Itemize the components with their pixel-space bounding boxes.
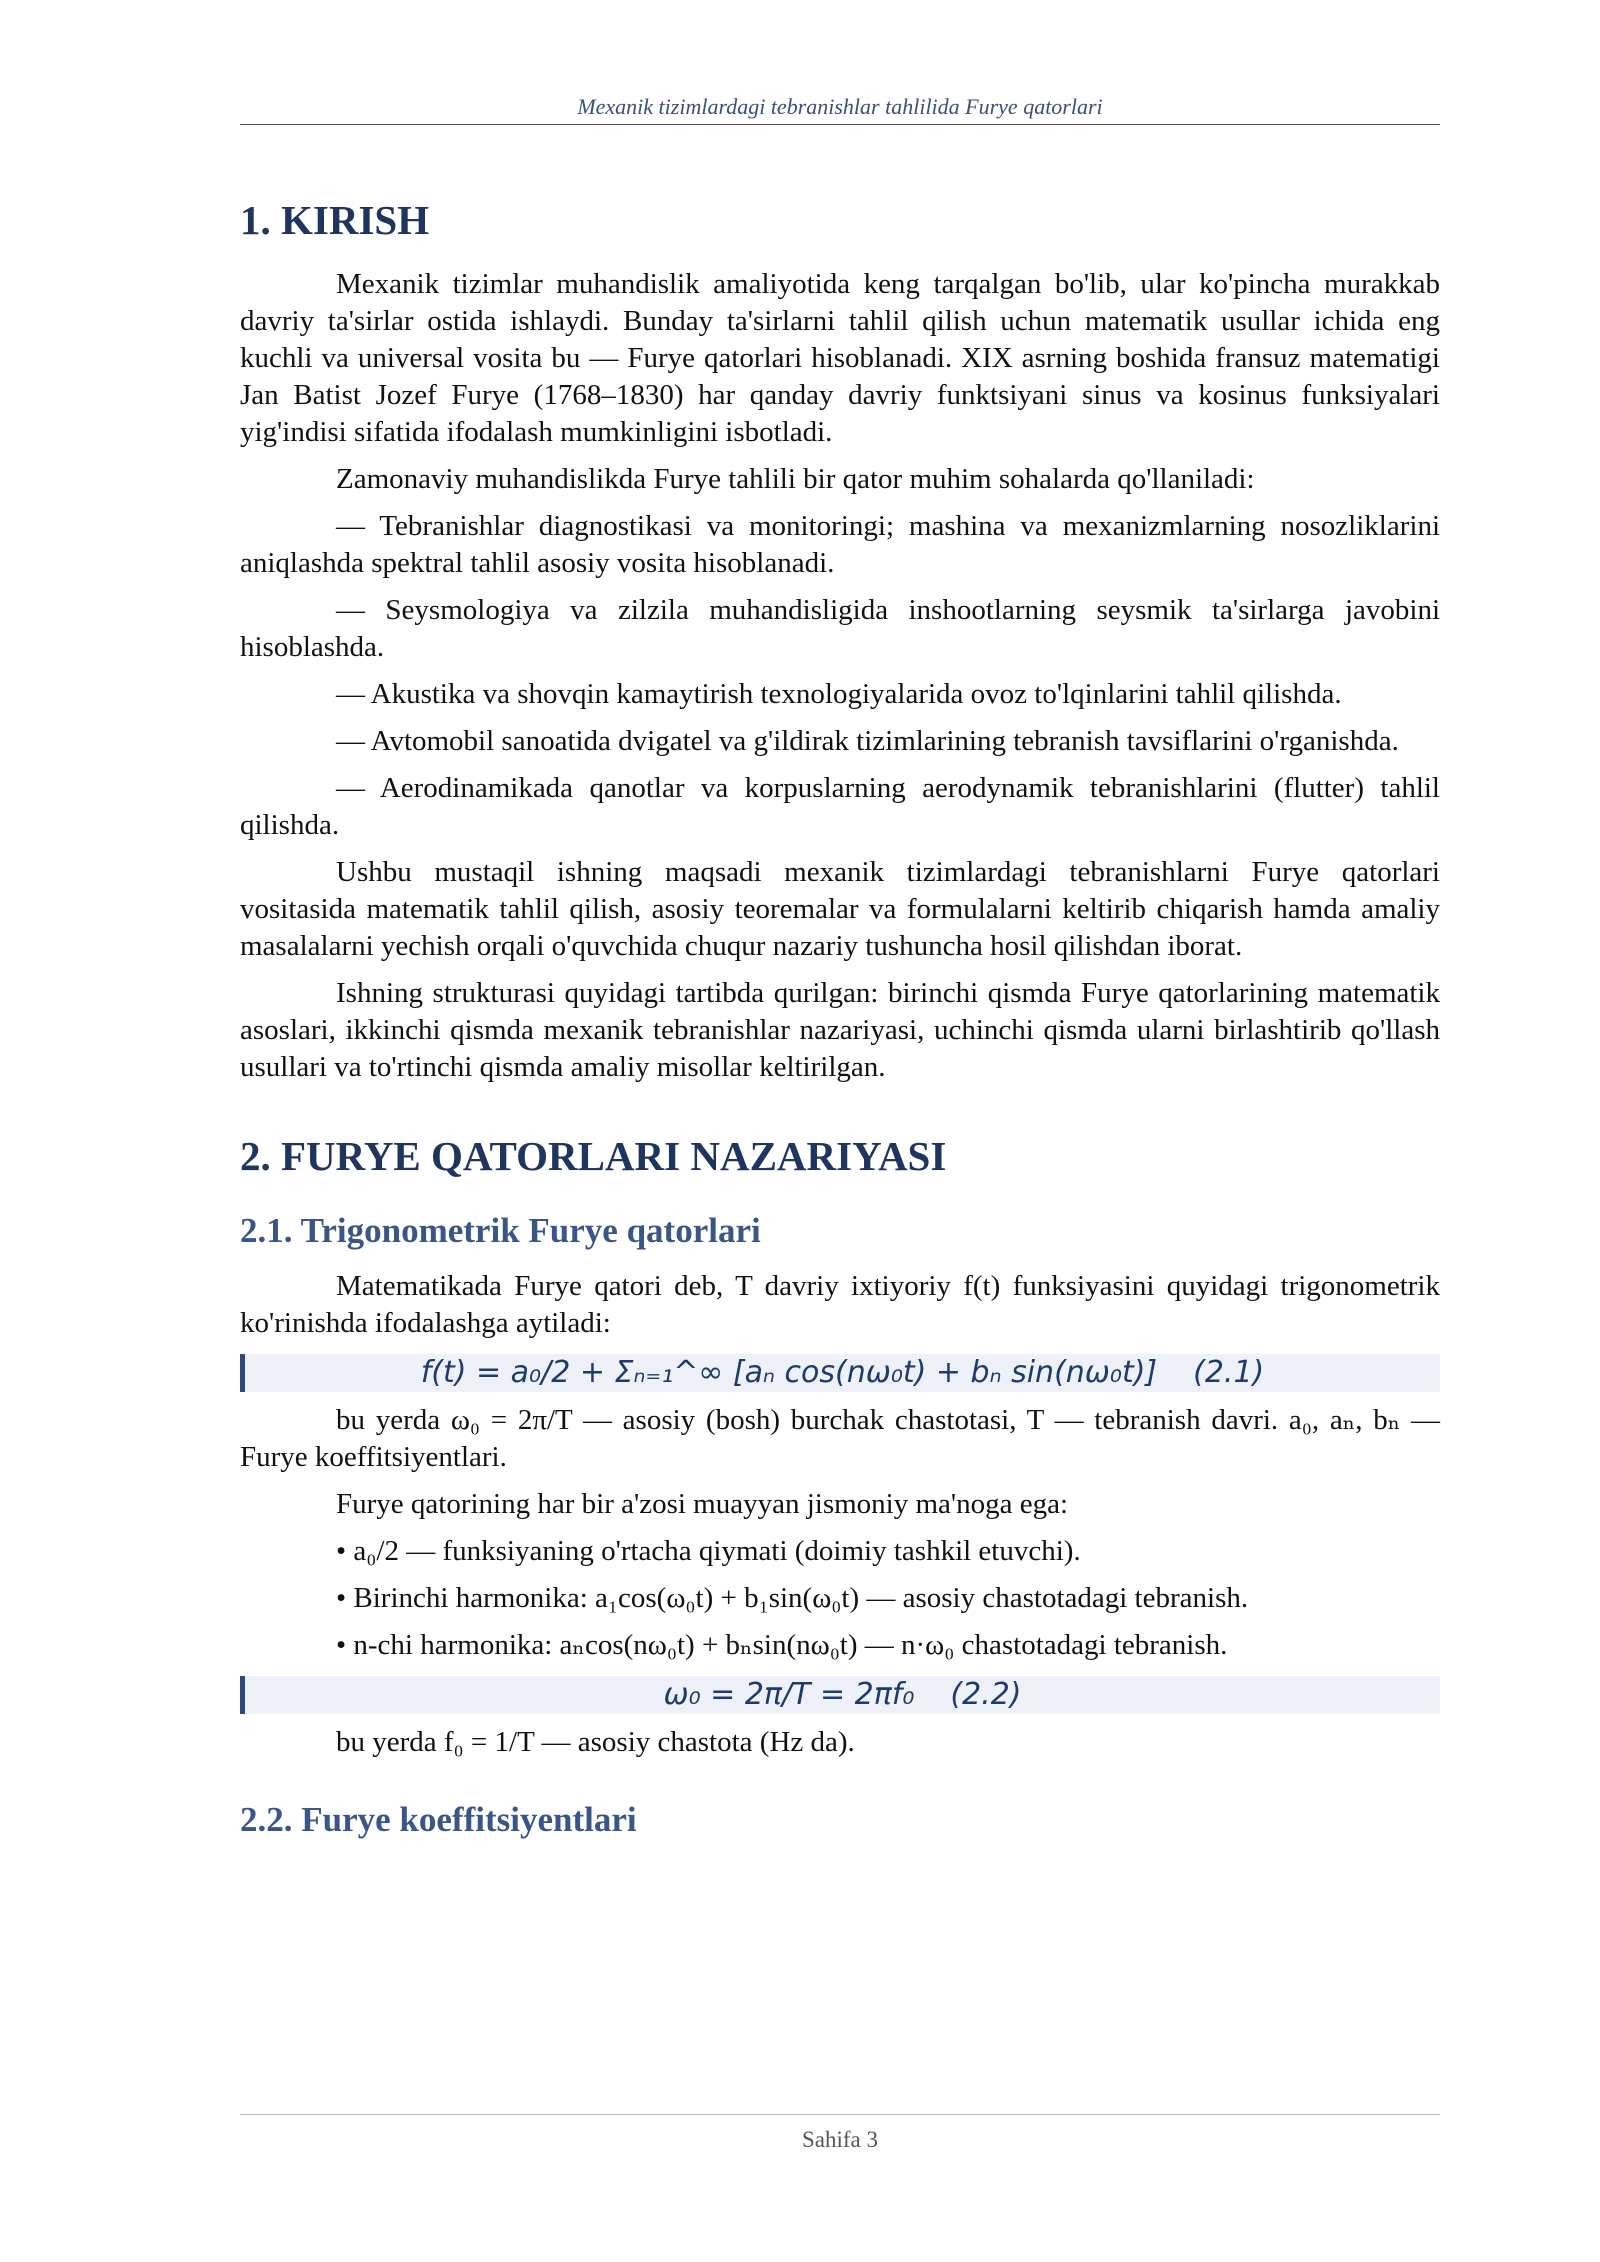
fourier-definition-paragraph: Matematikada Furye qatori deb, T davriy ixtiyoriy f(t) funksiyasini quyidagi trigonometrik ko'rinishda ifodalashga aytiladi:	[240, 1270, 1440, 1339]
page-footer	[240, 2114, 1440, 2153]
bullet-item: • Birinchi harmonika: a₁cos(ω₀t) + b₁sin(ω₀t) — asosiy chastotadagi tebranish.	[336, 1582, 1249, 1614]
page-content	[240, 190, 1440, 1845]
frequency-note-paragraph: bu yerda f₀ = 1/T — asosiy chastota (Hz da).	[336, 1726, 855, 1758]
list-item: — Seysmologiya va zilzila muhandisligida inshootlarning seysmik ta'sirlarga javobini hisoblashda.	[240, 594, 1440, 663]
list-item: — Aerodinamikada qanotlar va korpuslarning aerodynamik tebranishlarini (flutter) tahlil qilishda.	[240, 772, 1440, 841]
section-2-heading: 2. FURYE QATORLARI NAZARIYASI	[240, 1133, 947, 1179]
formula-2-2-expression: ω₀ = 2π/T = 2πf₀	[663, 1677, 915, 1712]
intro-paragraph-1: Mexanik tizimlar muhandislik amaliyotida keng tarqalgan bo'lib, ular ko'pincha murakkab davriy ta'sirlar ostida ishlaydi. Bunday ta'sirlarni tahlil qilish uchun matematik usullar ichida eng kuchli va universal vosita bu — Furye qatorlari hisoblanadi. XIX asrning boshida fransuz matematigi Jan Batist Jozef Furye (1768–1830) har qanday davriy funktsiyani sinus va kosinus funksiyalari yig'indisi sifatida ifodalash mumkinligini isbotladi.	[240, 268, 1440, 448]
intro-paragraph-3: Ushbu mustaqil ishning maqsadi mexanik tizimlardagi tebranishlarni Furye qatorlari vositasida matematik tahlil qilish, asosiy teoremalar va formulalarni keltirib chiqarish hamda amaliy masalalarni yechish orqali o'quvchida chuqur nazariy tushuncha hosil qilishdan iborat.	[240, 856, 1440, 962]
bullet-item: • n-chi harmonika: aₙcos(nω₀t) + bₙsin(nω₀t) — n·ω₀ chastotadagi tebranish.	[336, 1629, 1228, 1661]
formula-2-1	[240, 1354, 1440, 1392]
subsection-2-1-heading: 2.1. Trigonometrik Furye qatorlari	[240, 1211, 761, 1250]
list-item: — Tebranishlar diagnostikasi va monitoringi; mashina va mexanizmlarning nosozliklarini aniqlashda spektral tahlil asosiy vosita hisoblanadi.	[240, 510, 1440, 579]
page-number: Sahifa 3	[801, 2127, 878, 2152]
intro-paragraph-2: Zamonaviy muhandislikda Furye tahlili bir qator muhim sohalarda qo'llaniladi:	[336, 463, 1255, 495]
subsection-2-2-heading: 2.2. Furye koeffitsiyentlari	[240, 1800, 637, 1839]
running-header: Mexanik tizimlardagi tebranishlar tahlilida Furye qatorlari	[240, 94, 1440, 125]
list-item: — Avtomobil sanoatida dvigatel va g'ildirak tizimlarining tebranish tavsiflarini o'rganishda.	[336, 725, 1399, 757]
formula-2-2	[240, 1676, 1440, 1714]
formula-2-1-expression: f(t) = a₀/2 + Σₙ₌₁^∞ [aₙ cos(nω₀t) + bₙ sin(nω₀t)]	[420, 1355, 1158, 1390]
list-item: — Akustika va shovqin kamaytirish texnologiyalarida ovoz to'lqinlarini tahlil qilishda.	[336, 678, 1342, 710]
section-1-heading: 1. KIRISH	[240, 197, 430, 243]
formula-2-2-number: (2.2)	[950, 1677, 1022, 1712]
formula-explanation-paragraph: bu yerda ω₀ = 2π/T — asosiy (bosh) burchak chastotasi, T — tebranish davri. a₀, aₙ, bₙ — Furye koeffitsiyentlari.	[240, 1404, 1440, 1473]
bullet-item: • a₀/2 — funksiyaning o'rtacha qiymati (doimiy tashkil etuvchi).	[336, 1535, 1081, 1567]
intro-paragraph-4: Ishning strukturasi quyidagi tartibda qurilgan: birinchi qismda Furye qatorlarining matematik asoslari, ikkinchi qismda mexanik tebranishlar nazariyasi, uchinchi qismda ularni birlashtirib qo'llash usullari va to'rtinchi qismda amaliy misollar keltirilgan.	[240, 977, 1440, 1083]
harmonics-intro-paragraph: Furye qatorining har bir a'zosi muayyan jismoniy ma'noga ega:	[336, 1488, 1069, 1520]
formula-2-1-number: (2.1)	[1193, 1355, 1265, 1390]
